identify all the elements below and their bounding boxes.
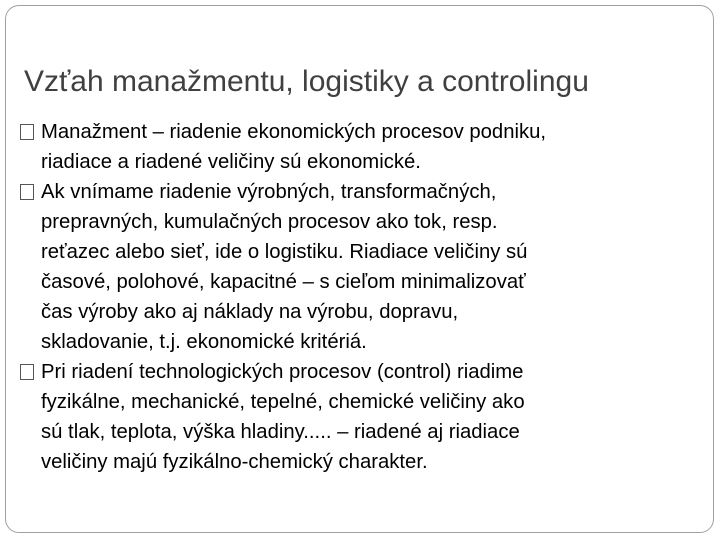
bullet-text-line: fyzikálne, mechanické, tepelné, chemické veličiny ako <box>41 391 525 413</box>
bullet-item-control <box>20 357 710 477</box>
square-bullet-icon <box>20 124 34 140</box>
bullet-text-line: skladovanie, t.j. ekonomické kritériá. <box>41 331 367 353</box>
bullet-text-line: Ak vnímame riadenie výrobných, transformačných, <box>41 181 497 203</box>
bullet-text-line: sú tlak, teplota, výška hladiny..... – riadené aj riadiace <box>41 421 520 443</box>
bullet-text-line: čas výroby ako aj náklady na výrobu, dopravu, <box>41 301 459 323</box>
bullet-text-line: riadiace a riadené veličiny sú ekonomické. <box>41 151 421 173</box>
bullet-text-line: časové, polohové, kapacitné – s cieľom minimalizovať <box>41 271 526 293</box>
square-bullet-icon <box>20 184 34 200</box>
slide-title: Vzťah manažmentu, logistiky a controlingu <box>24 65 589 98</box>
bullet-text-line: prepravných, kumulačných procesov ako tok, resp. <box>41 211 498 233</box>
bullet-text-line: reťazec alebo sieť, ide o logistiku. Riadiace veličiny sú <box>41 241 528 263</box>
square-bullet-icon <box>20 364 34 380</box>
bullet-text-line: veličiny majú fyzikálno-chemický charakter. <box>41 451 428 473</box>
bullet-text-line: Pri riadení technologických procesov (control) riadime <box>41 361 524 383</box>
bullet-item-management <box>20 117 710 177</box>
bullet-item-logistics <box>20 177 710 357</box>
bullet-text-line: Manažment – riadenie ekonomických procesov podniku, <box>41 121 547 143</box>
bullet-list <box>20 117 710 477</box>
